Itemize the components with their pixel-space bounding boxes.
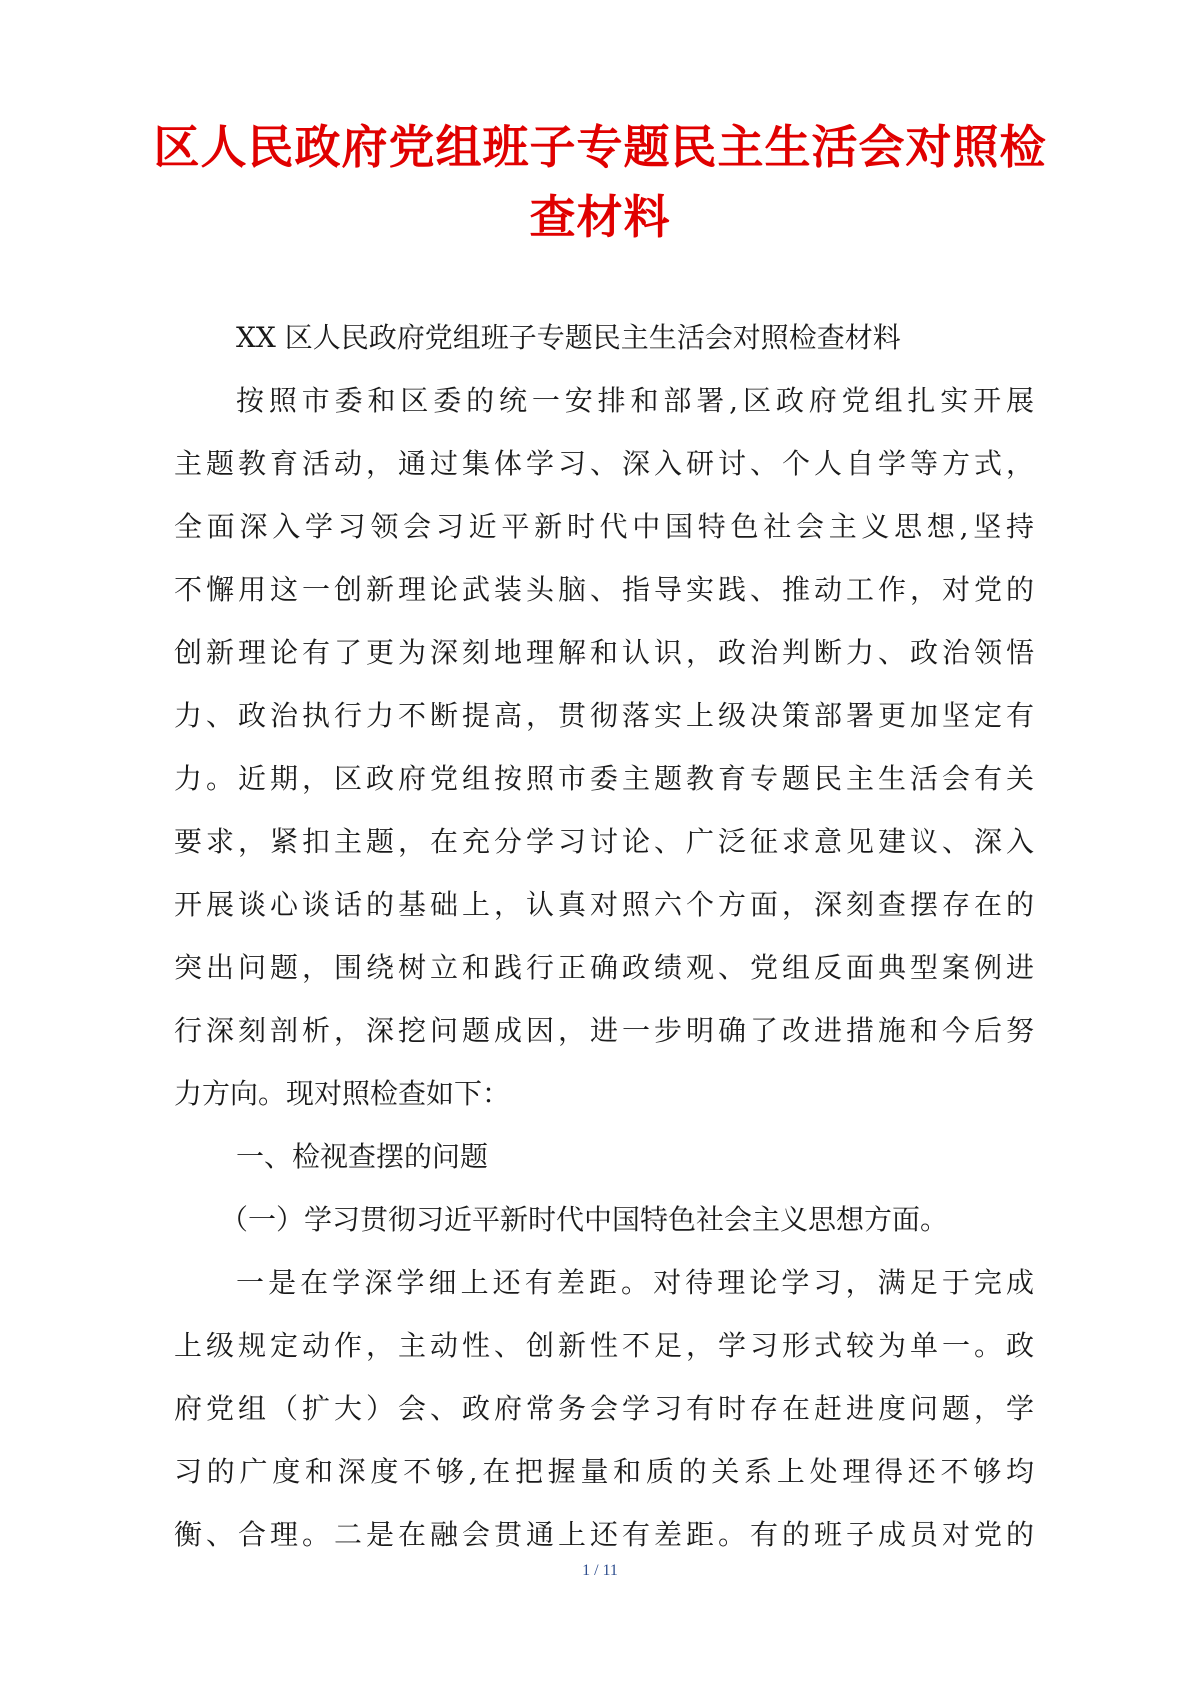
paragraph-line: 按照市委和区委的统一安排和部署,区政府党组扎实开展: [236, 384, 1034, 417]
paragraph-line: 力。近期，区政府党组按照市委主题教育专题民主生活会有关: [174, 762, 1034, 795]
document-title: [150, 112, 1050, 252]
paragraph-line: 突出问题，围绕树立和践行正确政绩观、党组反面典型案例进: [174, 951, 1034, 984]
document-body: [174, 306, 1034, 1566]
paragraph-line: 衡、合理。二是在融会贯通上还有差距。有的班子成员对党的: [174, 1518, 1034, 1551]
paragraph-line: 开展谈心谈话的基础上，认真对照六个方面，深刻查摆存在的: [174, 888, 1034, 921]
paragraph-line: 主题教育活动，通过集体学习、深入研讨、个人自学等方式，: [174, 447, 1034, 480]
paragraph-line: 力方向。现对照检查如下：: [174, 1077, 511, 1110]
paragraph-line: 创新理论有了更为深刻地理解和认识，政治判断力、政治领悟: [174, 636, 1034, 669]
paragraph-line: 不懈用这一创新理论武装头脑、指导实践、推动工作，对党的: [174, 573, 1034, 606]
paragraph-line: 行深刻剖析，深挖问题成因，进一步明确了改进措施和今后努: [174, 1014, 1034, 1047]
subtitle-line: XX 区人民政府党组班子专题民主生活会对照检查材料: [236, 321, 901, 354]
paragraph-line: 习的广度和深度不够,在把握量和质的关系上处理得还不够均: [174, 1455, 1034, 1488]
title-line-1: 区人民政府党组班子专题民主生活会对照检: [153, 120, 1047, 174]
paragraph-line: 上级规定动作，主动性、创新性不足，学习形式较为单一。政: [174, 1329, 1034, 1362]
paragraph-line: 一是在学深学细上还有差距。对待理论学习，满足于完成: [236, 1266, 1034, 1299]
section-heading: 一、检视查摆的问题: [236, 1140, 489, 1173]
page-number: 1 / 11: [582, 1562, 618, 1579]
subsection-heading: （一）学习贯彻习近平新时代中国特色社会主义思想方面。: [220, 1203, 949, 1236]
paragraph-line: 府党组（扩大）会、政府常务会学习有时存在赶进度问题，学: [174, 1392, 1034, 1425]
title-line-2: 查材料: [529, 190, 671, 244]
paragraph-line: 全面深入学习领会习近平新时代中国特色社会主义思想,坚持: [174, 510, 1034, 543]
paragraph-line: 力、政治执行力不断提高，贯彻落实上级决策部署更加坚定有: [174, 699, 1034, 732]
paragraph-line: 要求，紧扣主题，在充分学习讨论、广泛征求意见建议、深入: [174, 825, 1034, 858]
